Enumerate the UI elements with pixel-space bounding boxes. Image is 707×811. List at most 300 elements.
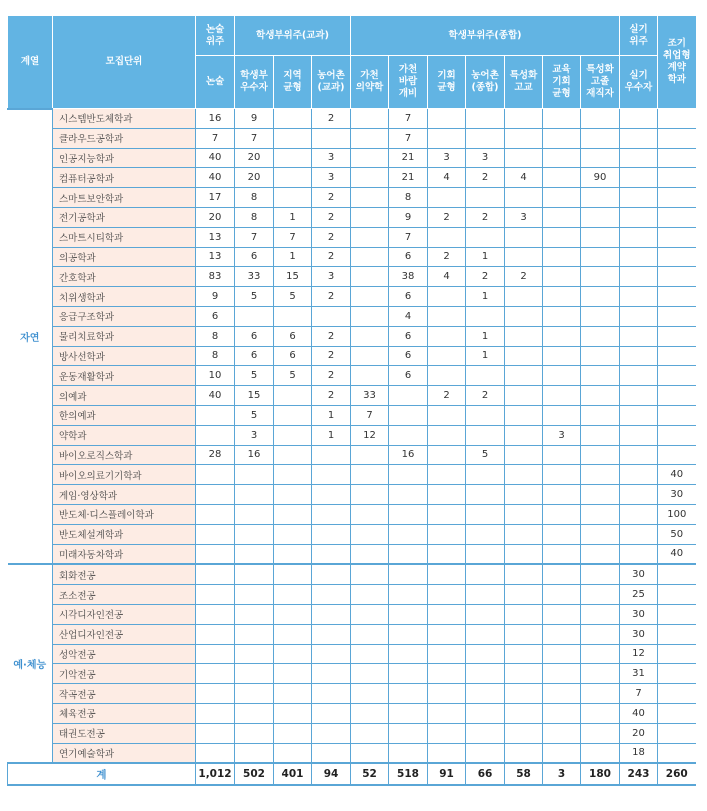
header-sub-col: 학생부 우수자 xyxy=(235,56,274,109)
quota-cell xyxy=(389,544,428,564)
quota-cell: 7 xyxy=(235,128,274,148)
unit-name: 산업디자인전공 xyxy=(53,624,196,644)
unit-name: 성악전공 xyxy=(53,644,196,664)
quota-cell xyxy=(505,366,543,386)
quota-cell xyxy=(196,585,235,605)
quota-cell xyxy=(581,644,620,664)
quota-cell: 10 xyxy=(196,366,235,386)
quota-cell: 12 xyxy=(351,425,389,445)
total-cell: 1,012 xyxy=(196,763,235,785)
quota-cell xyxy=(505,445,543,465)
unit-name: 스마트보안학과 xyxy=(53,188,196,208)
quota-cell xyxy=(196,703,235,723)
quota-cell xyxy=(274,564,312,584)
quota-cell xyxy=(428,664,466,684)
quota-cell xyxy=(235,544,274,564)
table-row xyxy=(8,109,696,129)
table-row xyxy=(8,168,696,188)
quota-cell: 40 xyxy=(196,168,235,188)
quota-cell xyxy=(466,585,505,605)
quota-cell xyxy=(658,564,696,584)
quota-cell xyxy=(274,168,312,188)
table-row xyxy=(8,485,696,505)
quota-cell xyxy=(466,306,505,326)
quota-cell: 3 xyxy=(428,148,466,168)
unit-name: 간호학과 xyxy=(53,267,196,287)
quota-cell: 15 xyxy=(274,267,312,287)
quota-cell: 8 xyxy=(235,188,274,208)
quota-cell: 2 xyxy=(428,247,466,267)
quota-cell xyxy=(543,743,581,763)
quota-cell: 2 xyxy=(428,207,466,227)
table-header xyxy=(8,16,696,109)
quota-cell xyxy=(466,227,505,247)
quota-cell xyxy=(235,465,274,485)
quota-cell xyxy=(505,306,543,326)
quota-cell xyxy=(543,287,581,307)
quota-cell xyxy=(428,604,466,624)
quota-cell xyxy=(658,306,696,326)
table-row xyxy=(8,207,696,227)
quota-cell xyxy=(196,604,235,624)
quota-cell: 8 xyxy=(389,188,428,208)
quota-cell xyxy=(543,109,581,129)
quota-cell: 6 xyxy=(196,306,235,326)
quota-cell: 21 xyxy=(389,148,428,168)
quota-cell xyxy=(389,405,428,425)
quota-cell xyxy=(505,247,543,267)
total-cell: 58 xyxy=(505,763,543,785)
quota-cell xyxy=(581,504,620,524)
unit-name: 한의예과 xyxy=(53,405,196,425)
quota-cell xyxy=(581,326,620,346)
quota-cell xyxy=(581,544,620,564)
quota-cell xyxy=(312,644,351,664)
quota-cell: 3 xyxy=(312,267,351,287)
quota-cell xyxy=(505,743,543,763)
quota-cell: 40 xyxy=(196,148,235,168)
quota-cell xyxy=(312,445,351,465)
quota-cell: 20 xyxy=(235,148,274,168)
quota-cell xyxy=(351,366,389,386)
header-sub-col: 논술 xyxy=(196,56,235,109)
quota-cell xyxy=(658,604,696,624)
quota-cell: 16 xyxy=(196,109,235,129)
quota-cell xyxy=(620,425,658,445)
quota-cell xyxy=(658,188,696,208)
quota-cell xyxy=(389,564,428,584)
quota-cell xyxy=(274,445,312,465)
table-body xyxy=(8,109,696,786)
group-label: 자연 xyxy=(8,109,53,565)
unit-name: 치위생학과 xyxy=(53,287,196,307)
header-essay-category: 논술 위주 xyxy=(196,16,235,56)
quota-cell: 30 xyxy=(620,624,658,644)
quota-cell xyxy=(466,109,505,129)
quota-cell xyxy=(658,287,696,307)
quota-cell: 8 xyxy=(196,346,235,366)
quota-cell xyxy=(466,664,505,684)
quota-cell xyxy=(658,326,696,346)
quota-cell xyxy=(351,485,389,505)
quota-cell xyxy=(620,544,658,564)
total-cell: 91 xyxy=(428,763,466,785)
quota-cell: 6 xyxy=(389,346,428,366)
unit-name: 클라우드공학과 xyxy=(53,128,196,148)
unit-name: 미래자동차학과 xyxy=(53,544,196,564)
unit-name: 회화전공 xyxy=(53,564,196,584)
quota-cell xyxy=(351,703,389,723)
quota-cell xyxy=(581,524,620,544)
quota-cell xyxy=(351,504,389,524)
table-row xyxy=(8,684,696,704)
quota-cell xyxy=(312,544,351,564)
quota-cell xyxy=(235,485,274,505)
quota-cell: 2 xyxy=(428,386,466,406)
quota-cell xyxy=(312,306,351,326)
quota-cell: 25 xyxy=(620,585,658,605)
quota-cell: 28 xyxy=(196,445,235,465)
quota-cell xyxy=(658,425,696,445)
quota-cell: 83 xyxy=(196,267,235,287)
quota-cell: 7 xyxy=(389,109,428,129)
quota-cell xyxy=(389,485,428,505)
unit-name: 체육전공 xyxy=(53,703,196,723)
quota-cell xyxy=(543,366,581,386)
quota-cell xyxy=(312,703,351,723)
quota-cell xyxy=(466,684,505,704)
quota-cell xyxy=(505,644,543,664)
quota-cell xyxy=(658,227,696,247)
quota-cell: 7 xyxy=(351,405,389,425)
quota-cell: 40 xyxy=(620,703,658,723)
quota-cell xyxy=(581,425,620,445)
header-unit-col: 모집단위 xyxy=(53,16,196,109)
quota-cell xyxy=(428,227,466,247)
quota-cell xyxy=(543,148,581,168)
quota-cell xyxy=(428,504,466,524)
quota-cell xyxy=(658,644,696,664)
table-row xyxy=(8,624,696,644)
quota-cell xyxy=(620,207,658,227)
quota-cell xyxy=(312,723,351,743)
quota-cell xyxy=(235,664,274,684)
quota-cell xyxy=(581,723,620,743)
quota-cell xyxy=(466,366,505,386)
quota-cell xyxy=(196,485,235,505)
quota-cell xyxy=(389,524,428,544)
quota-cell: 13 xyxy=(196,247,235,267)
unit-name: 약학과 xyxy=(53,425,196,445)
quota-cell xyxy=(505,425,543,445)
table-row xyxy=(8,188,696,208)
quota-cell xyxy=(581,564,620,584)
quota-cell xyxy=(274,684,312,704)
quota-cell: 18 xyxy=(620,743,658,763)
unit-name: 물리치료학과 xyxy=(53,326,196,346)
unit-name: 기악전공 xyxy=(53,664,196,684)
unit-name: 바이오의료기기학과 xyxy=(53,465,196,485)
quota-cell: 9 xyxy=(389,207,428,227)
quota-cell xyxy=(312,524,351,544)
quota-cell xyxy=(351,247,389,267)
unit-name: 바이오로직스학과 xyxy=(53,445,196,465)
quota-cell xyxy=(620,386,658,406)
header-sub-col: 실기 우수자 xyxy=(620,56,658,109)
quota-cell xyxy=(620,148,658,168)
quota-cell: 33 xyxy=(351,386,389,406)
quota-cell xyxy=(428,585,466,605)
quota-cell xyxy=(543,585,581,605)
quota-cell: 2 xyxy=(312,366,351,386)
quota-cell: 21 xyxy=(389,168,428,188)
quota-cell: 5 xyxy=(466,445,505,465)
total-cell: 401 xyxy=(274,763,312,785)
quota-cell xyxy=(620,287,658,307)
quota-cell xyxy=(351,346,389,366)
quota-cell: 6 xyxy=(274,326,312,346)
quota-cell: 20 xyxy=(235,168,274,188)
quota-cell xyxy=(658,267,696,287)
quota-cell xyxy=(543,188,581,208)
quota-cell: 5 xyxy=(274,366,312,386)
quota-cell xyxy=(581,128,620,148)
quota-cell xyxy=(581,109,620,129)
quota-cell xyxy=(581,624,620,644)
quota-cell xyxy=(312,585,351,605)
quota-cell xyxy=(658,703,696,723)
quota-cell xyxy=(658,128,696,148)
quota-cell xyxy=(389,743,428,763)
quota-cell xyxy=(543,564,581,584)
quota-cell: 1 xyxy=(274,247,312,267)
table-row xyxy=(8,267,696,287)
quota-cell xyxy=(543,445,581,465)
quota-cell xyxy=(274,485,312,505)
quota-cell xyxy=(658,207,696,227)
table-row xyxy=(8,326,696,346)
quota-cell xyxy=(466,504,505,524)
quota-cell xyxy=(620,485,658,505)
unit-name: 응급구조학과 xyxy=(53,306,196,326)
quota-cell xyxy=(428,405,466,425)
quota-cell xyxy=(274,524,312,544)
quota-cell xyxy=(543,684,581,704)
quota-cell: 3 xyxy=(466,148,505,168)
quota-cell xyxy=(389,386,428,406)
quota-cell xyxy=(428,703,466,723)
quota-cell xyxy=(428,644,466,664)
unit-name: 방사선학과 xyxy=(53,346,196,366)
quota-cell xyxy=(581,366,620,386)
quota-cell xyxy=(505,405,543,425)
quota-cell: 13 xyxy=(196,227,235,247)
table-row xyxy=(8,644,696,664)
quota-cell: 40 xyxy=(658,465,696,485)
quota-cell: 6 xyxy=(235,346,274,366)
quota-cell xyxy=(389,684,428,704)
quota-cell xyxy=(196,743,235,763)
unit-name: 의공학과 xyxy=(53,247,196,267)
header-school-record-comprehensive: 학생부위주(종합) xyxy=(351,16,620,56)
quota-cell xyxy=(543,405,581,425)
quota-cell: 90 xyxy=(581,168,620,188)
quota-cell: 2 xyxy=(505,267,543,287)
quota-cell xyxy=(658,723,696,743)
quota-cell xyxy=(658,168,696,188)
header-sub-col: 농어촌 (종합) xyxy=(466,56,505,109)
quota-cell: 2 xyxy=(312,287,351,307)
quota-cell xyxy=(351,544,389,564)
quota-cell xyxy=(658,445,696,465)
quota-cell: 100 xyxy=(658,504,696,524)
quota-cell: 3 xyxy=(312,168,351,188)
quota-cell xyxy=(505,723,543,743)
quota-cell: 1 xyxy=(312,405,351,425)
table-row xyxy=(8,465,696,485)
table-row xyxy=(8,743,696,763)
quota-cell xyxy=(620,168,658,188)
quota-cell xyxy=(274,604,312,624)
quota-cell xyxy=(581,267,620,287)
quota-cell xyxy=(505,564,543,584)
quota-cell xyxy=(505,544,543,564)
quota-cell: 15 xyxy=(235,386,274,406)
quota-cell xyxy=(312,604,351,624)
quota-cell xyxy=(235,703,274,723)
quota-cell xyxy=(543,267,581,287)
quota-cell xyxy=(543,207,581,227)
header-group-col: 계열 xyxy=(8,16,53,109)
quota-cell xyxy=(274,585,312,605)
quota-cell: 2 xyxy=(312,109,351,129)
quota-cell xyxy=(351,644,389,664)
quota-cell xyxy=(389,723,428,743)
quota-cell: 38 xyxy=(389,267,428,287)
table-row xyxy=(8,287,696,307)
quota-cell xyxy=(196,405,235,425)
quota-cell xyxy=(196,684,235,704)
quota-cell xyxy=(543,326,581,346)
quota-cell xyxy=(428,306,466,326)
quota-cell xyxy=(428,109,466,129)
quota-cell xyxy=(581,485,620,505)
quota-cell xyxy=(581,188,620,208)
unit-name: 스마트시티학과 xyxy=(53,227,196,247)
unit-name: 게임·영상학과 xyxy=(53,485,196,505)
quota-cell xyxy=(505,465,543,485)
total-cell: 66 xyxy=(466,763,505,785)
unit-name: 반도체·디스플레이학과 xyxy=(53,504,196,524)
unit-name: 컴퓨터공학과 xyxy=(53,168,196,188)
quota-cell xyxy=(235,306,274,326)
quota-cell xyxy=(351,564,389,584)
quota-cell xyxy=(428,544,466,564)
quota-cell xyxy=(389,504,428,524)
table-row xyxy=(8,366,696,386)
quota-cell xyxy=(658,386,696,406)
quota-cell xyxy=(389,624,428,644)
quota-cell xyxy=(312,684,351,704)
quota-cell xyxy=(466,703,505,723)
quota-cell: 16 xyxy=(389,445,428,465)
quota-cell: 8 xyxy=(235,207,274,227)
quota-cell xyxy=(235,604,274,624)
quota-cell xyxy=(196,544,235,564)
quota-cell xyxy=(274,743,312,763)
total-cell: 52 xyxy=(351,763,389,785)
unit-name: 인공지능학과 xyxy=(53,148,196,168)
quota-cell xyxy=(428,188,466,208)
quota-cell xyxy=(505,386,543,406)
quota-cell: 4 xyxy=(389,306,428,326)
quota-cell xyxy=(274,109,312,129)
quota-cell xyxy=(274,465,312,485)
quota-cell xyxy=(620,306,658,326)
quota-cell xyxy=(466,465,505,485)
quota-cell xyxy=(543,346,581,366)
quota-cell xyxy=(428,425,466,445)
quota-cell xyxy=(620,109,658,129)
quota-cell xyxy=(581,445,620,465)
quota-cell xyxy=(196,504,235,524)
quota-cell xyxy=(620,366,658,386)
quota-cell xyxy=(235,624,274,644)
quota-cell xyxy=(428,346,466,366)
quota-cell xyxy=(658,585,696,605)
quota-cell xyxy=(543,524,581,544)
quota-cell xyxy=(543,544,581,564)
quota-cell xyxy=(543,306,581,326)
quota-cell xyxy=(658,109,696,129)
quota-cell: 2 xyxy=(312,227,351,247)
quota-cell xyxy=(505,585,543,605)
total-cell: 3 xyxy=(543,763,581,785)
quota-cell xyxy=(351,604,389,624)
quota-cell: 1 xyxy=(312,425,351,445)
table-row xyxy=(8,664,696,684)
quota-cell: 5 xyxy=(235,366,274,386)
quota-cell: 7 xyxy=(196,128,235,148)
quota-cell xyxy=(466,604,505,624)
quota-cell xyxy=(543,227,581,247)
quota-cell xyxy=(658,346,696,366)
header-sub-col: 특성화 고교 xyxy=(505,56,543,109)
header-sub-col: 특성화 고졸 재직자 xyxy=(581,56,620,109)
unit-name: 시스템반도체학과 xyxy=(53,109,196,129)
quota-cell xyxy=(196,644,235,664)
quota-cell xyxy=(428,723,466,743)
quota-cell xyxy=(620,504,658,524)
quota-cell xyxy=(543,644,581,664)
quota-cell xyxy=(389,644,428,664)
quota-cell xyxy=(620,524,658,544)
quota-cell: 5 xyxy=(274,287,312,307)
total-cell: 260 xyxy=(658,763,696,785)
quota-cell: 30 xyxy=(658,485,696,505)
quota-cell xyxy=(235,564,274,584)
table-row xyxy=(8,703,696,723)
quota-cell xyxy=(351,465,389,485)
quota-cell xyxy=(466,405,505,425)
quota-cell xyxy=(274,128,312,148)
quota-cell: 20 xyxy=(620,723,658,743)
quota-cell xyxy=(620,188,658,208)
quota-cell: 33 xyxy=(235,267,274,287)
quota-cell xyxy=(312,465,351,485)
quota-cell xyxy=(428,564,466,584)
quota-cell xyxy=(620,445,658,465)
